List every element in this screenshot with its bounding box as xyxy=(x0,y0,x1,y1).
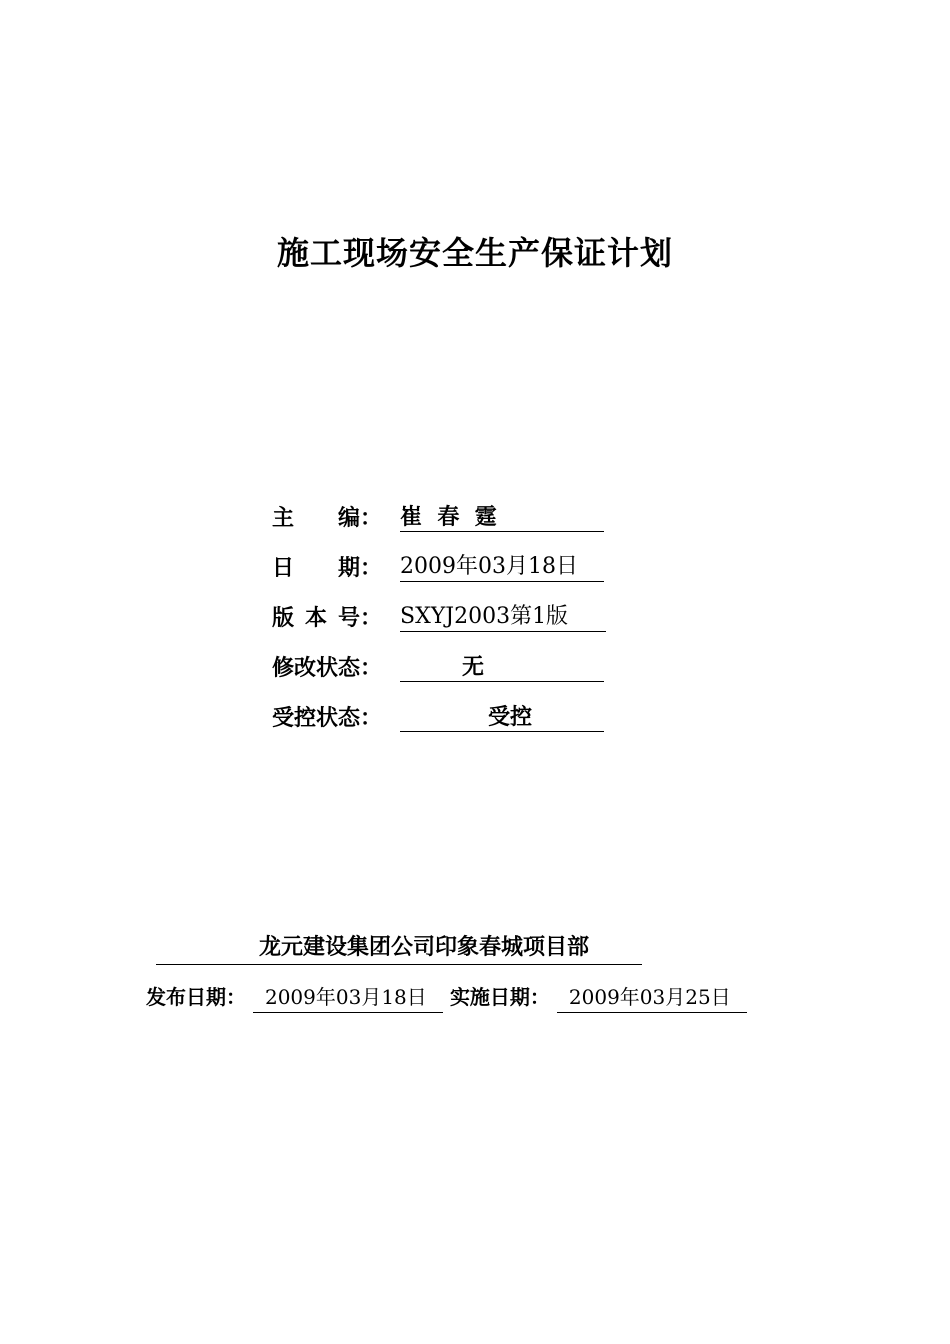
editor-row xyxy=(272,482,606,532)
version-label-part: 本 xyxy=(304,605,327,631)
document-title: 施工现场安全生产保证计划 xyxy=(276,234,673,272)
date-row xyxy=(272,532,606,582)
version-value: SXYJ2003第1版 xyxy=(400,603,606,632)
effective-date-label: 实施日期： xyxy=(449,985,550,1009)
editor-label-part: 编： xyxy=(337,505,382,531)
effective-date-value: 2009年03月25日 xyxy=(557,982,747,1013)
date-label-part: 日 xyxy=(272,555,295,581)
revision-value: 无 xyxy=(400,653,604,682)
date-value: 2009年03月18日 xyxy=(400,553,604,582)
publish-date-value: 2009年03月18日 xyxy=(253,982,443,1013)
publish-date-label: 发布日期： xyxy=(146,985,246,1009)
control-row xyxy=(272,682,606,732)
document-meta xyxy=(272,482,606,732)
release-dates xyxy=(146,982,747,1013)
control-value: 受控 xyxy=(400,703,604,732)
date-label xyxy=(272,551,382,582)
editor-label-part: 主 xyxy=(272,505,295,531)
version-row xyxy=(272,582,606,632)
editor-value: 崔 春 霆 xyxy=(400,503,604,532)
version-label xyxy=(272,601,382,632)
date-label-part: 期： xyxy=(337,555,382,581)
organization-name: 龙元建设集团公司印象春城项目部 xyxy=(156,930,642,965)
version-label-part: 版 xyxy=(272,605,295,631)
version-label-part: 号： xyxy=(337,605,382,631)
revision-label: 修改状态： xyxy=(272,655,383,681)
editor-label xyxy=(272,501,382,532)
revision-row xyxy=(272,632,606,682)
control-label: 受控状态： xyxy=(272,705,383,731)
